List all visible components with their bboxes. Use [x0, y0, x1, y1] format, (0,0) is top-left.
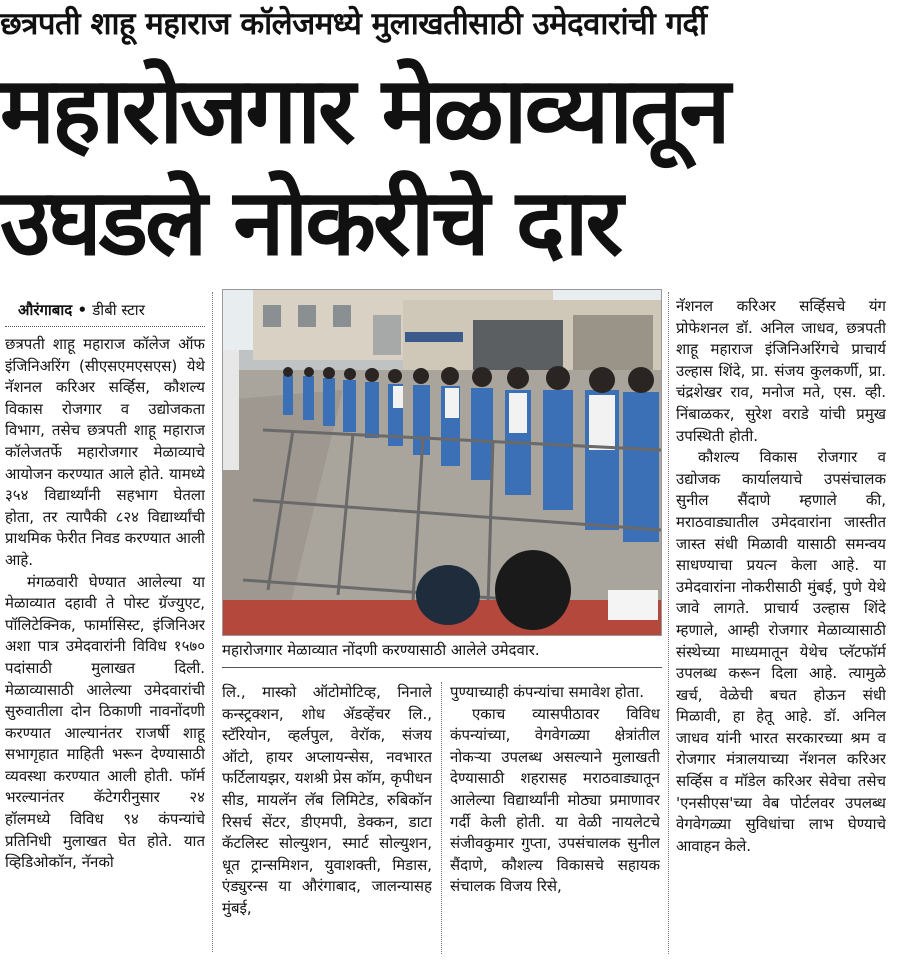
article-kicker: छत्रपती शाहू महाराज कॉलेजमध्ये मुलाखतीसाठी उमेदवारांची गर्दी — [0, 6, 707, 42]
article-column-2 — [222, 682, 432, 954]
headline-line-1: महारोजगार मेळाव्यातून — [0, 57, 728, 164]
column-divider — [212, 292, 213, 952]
col1-paragraph-1: छत्रपती शाहू महाराज कॉलेज ऑफ इंजिनिअरिंग (सीएसएमएसएस) येथे नॅशनल करिअर सर्व्हिस, कौशल्य विकास रोजगार व उद्योजकता विभाग, तसेच छत्रपती शाहू महाराज कॉलेजतर्फे महारोजगार मेळाव्याचे आयोजन करण्यात आले होते. यामध्ये ३५४ विद्यार्थ्यांनी सहभाग घेतला होता, तर त्यापैकी ८२४ विद्यार्थ्यांची प्राथमिक फेरीत निवड करण्यात आली आहे. — [5, 335, 205, 569]
photo-caption: महारोजगार मेळाव्यात नोंदणी करण्यासाठी आलेले उमेदवार. — [222, 641, 540, 659]
article-column-4 — [676, 296, 886, 956]
col2-paragraph-1: लि., मास्को ऑटोमोटिव्ह, निनाले कन्स्ट्रक्शन, शोध ॲडव्हेंचर लि., स्टॅरियोन, व्हर्लपुल, वेरॉक, संजय ऑटो, हायर अप्लायन्सेस, नवभारत फर्टिलायझर, यशश्री प्रेस कॉम, कृपीधन सीड, मायलॅन लॅब लिमिटेड, रुबिकॉन रिसर्च सेंटर, डीएमपी, डेक्कन, डाटा कॅटलिस्ट सोल्युशन, स्मार्ट सोल्युशन, धूत ट्रान्समिशन, युवाशक्ती, मिडास, एंड्युरन्स या औरंगाबाद, जालन्यासह मुंबई, — [222, 683, 432, 917]
col3-paragraph-2: एकाच व्यासपीठावर विविध कंपन्यांच्या, वेगवेगळ्या क्षेत्रांतील नोकऱ्या उपलब्ध असल्याने मुलाखती देण्यासाठी शहरासह मराठवाड्यातून आलेल्या विद्यार्थ्यांनी मोठ्या प्रमाणावर गर्दी केली होती. या वेळी नायलेटचे संजीवकुमार गुप्ता, उपसंचालक सुनील सैंदाणे, कौशल्य विकासचे सहायक संचालक विजय रिसे, — [450, 704, 660, 896]
dateline-rule — [5, 326, 205, 327]
col3-paragraph-1: पुण्याच्याही कंपन्यांचा समावेश होता. — [450, 683, 644, 701]
article-column-3 — [450, 682, 660, 954]
column-divider — [441, 682, 442, 954]
dateline — [18, 300, 208, 324]
col4-paragraph-2: कौशल्य विकास रोजगार व उद्योजक कार्यालयाचे उपसंचालक सुनील सैंदाणे म्हणाले की, मराठवाड्यातील उमेदवारांना जास्तीत जास्त संधी मिळावी यासाठी समन्वय साधण्याचा प्रयत्न केला आहे. या उमेदवारांना नोकरीसाठी मुंबई, पुणे येथे जावे लागते. प्राचार्य उल्हास शिंदे म्हणाले, आम्ही रोजगार मेळाव्यासाठी संस्थेच्या माध्यमातून येथेच प्लॅटफॉर्म उपलब्ध करून दिला आहे. त्यामुळे खर्च, वेळेची बचत होऊन संधी मिळावी, हा हेतू आहे. डॉ. अनिल जाधव यांनी भारत सरकारच्या श्रम व रोजगार मंत्रालयाच्या नॅशनल करिअर सर्व्हिस व मॉडेल करिअर सेवेचा तसेच 'एनसीएस'च्या वेब पोर्टलवर उपलब्ध वेगवेगळ्या सुविधांचा लाभ घेण्याचे आवाहन केले. — [676, 448, 886, 855]
dateline-city: औरंगाबाद — [18, 301, 73, 319]
article-photo — [222, 289, 662, 636]
col1-paragraph-2: मंगळवारी घेण्यात आलेल्या या मेळाव्यात दहावी ते पोस्ट ग्रॅज्युएट, पॉलिटेक्निक, फार्मासिस्ट, इंजिनिअर अशा पात्र उमेदवारांनी विविध १५७० पदांसाठी मुलाखत दिली. मेळाव्यासाठी आलेल्या उमेदवारांची सुरुवातीला दोन ठिकाणी नावनोंदणी करण्यात आल्यानंतर राजर्षी शाहू सभागृहात माहिती भरून देण्यासाठी व्यवस्था करण्यात आली होती. फॉर्म भरल्यानंतर कॅटेगरीनुसार २४ हॉलमध्ये विविध ९४ कंपन्यांचे प्रतिनिधी मुलाखत घेत होते. यात व्हिडिओकॉन, नॅनको — [5, 572, 205, 872]
headline-line-2: उघडले नोकरीचे दार — [0, 169, 621, 276]
article-column-1 — [5, 334, 205, 954]
byline: डीबी स्टार — [92, 301, 145, 319]
column-divider — [668, 292, 669, 954]
queue-photo-illustration — [223, 290, 661, 635]
caption-rule — [222, 667, 662, 668]
col4-paragraph-1: नॅशनल करिअर सर्व्हिसचे यंग प्रोफेशनल डॉ. अनिल जाधव, छत्रपती शाहू महाराज इंजिनिअरिंगचे प्राचार्य उल्हास शिंदे, प्रा. संजय कुलकर्णी, प्रा. चंद्रशेखर राव, मनोज मते, एस. व्ही. निंबाळकर, सुरेश वराडे यांची प्रमुख उपस्थिती होती. — [676, 297, 886, 445]
dateline-separator: • — [77, 301, 93, 319]
article-headline — [0, 55, 899, 279]
